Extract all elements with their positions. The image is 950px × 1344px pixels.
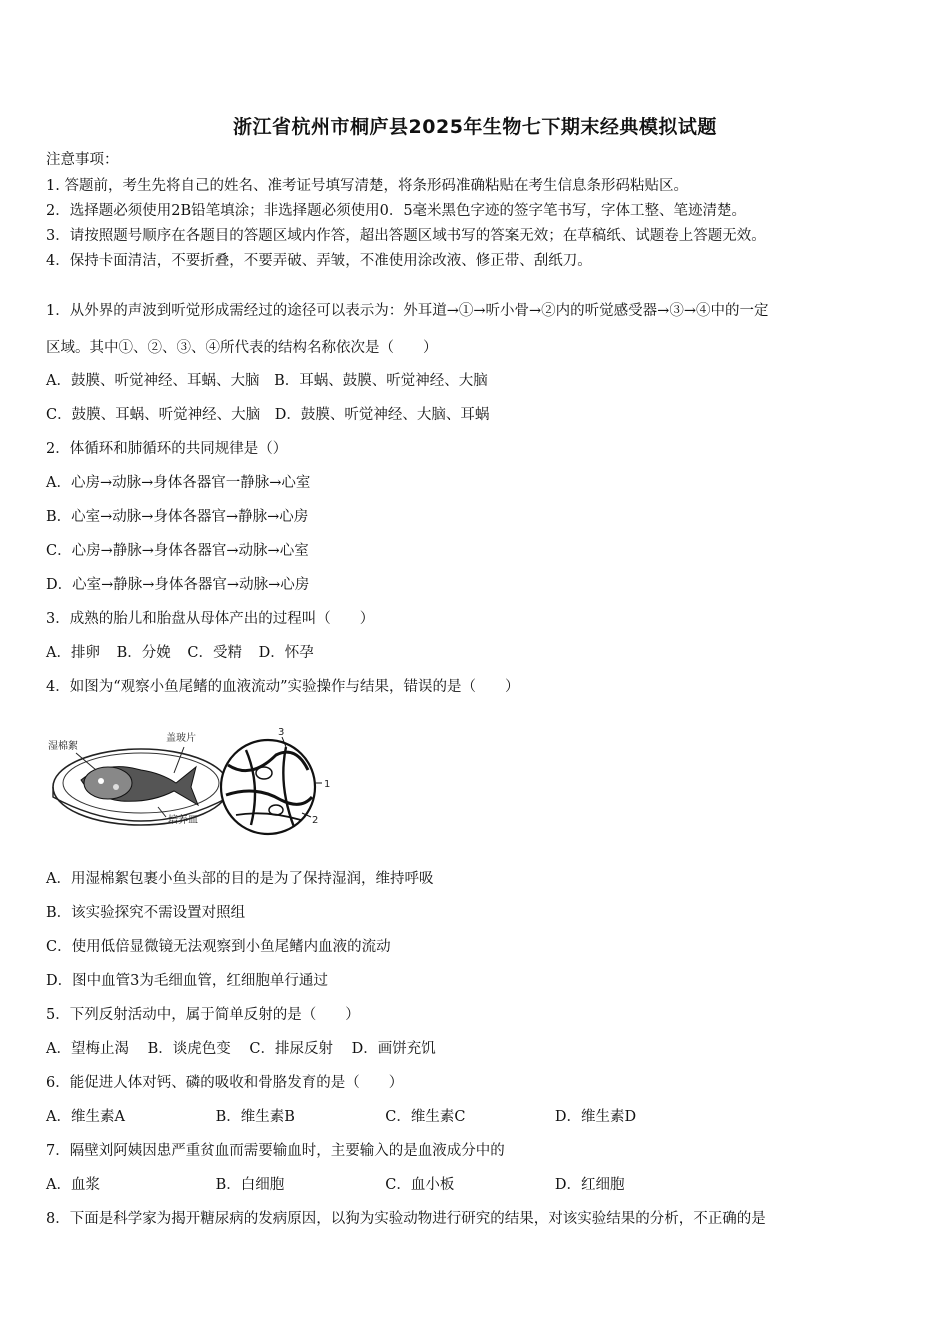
question-6-options-row: [46, 1107, 636, 1127]
question-6-stem: 6．能促进人体对钙、磷的吸收和骨胳发育的是（ ）: [46, 1075, 404, 1091]
question-1-options-row: [46, 405, 489, 425]
question-2-stem: 2．体循环和肺循环的共同规律是（）: [46, 441, 288, 457]
option-b: B．耳蜗、鼓膜、听觉神经、大脑: [274, 373, 488, 389]
question-5-options-row: [46, 1039, 436, 1059]
option-a: A．维生素A: [46, 1109, 125, 1125]
option-d: D．图中血管3为毛细血管，红细胞单行通过: [46, 973, 328, 989]
option-d: D．维生素D: [554, 1109, 637, 1125]
option-b: B．该实验探究不需设置对照组: [46, 905, 246, 921]
option-c: C．心房→静脉→身体各器官→动脉→心室: [46, 543, 309, 559]
option-b: B．维生素B: [215, 1109, 295, 1125]
option-b: B．白细胞: [215, 1177, 285, 1193]
option-b: B．谈虎色变: [147, 1041, 231, 1057]
option-b: B．分娩: [116, 645, 171, 661]
label-vessel-2: 2: [312, 815, 319, 826]
option-a: A．鼓膜、听觉神经、耳蜗、大脑: [46, 373, 260, 389]
option-c: C．鼓膜、耳蜗、听觉神经、大脑: [46, 407, 261, 423]
option-d: D．画饼充饥: [351, 1041, 436, 1057]
option-d: D．心室→静脉→身体各器官→动脉→心房: [46, 577, 310, 593]
option-c: C．受精: [187, 645, 242, 661]
option-a: A．望梅止渴: [46, 1041, 129, 1057]
option-a: A．排卵: [46, 645, 100, 661]
option-d: D．红细胞: [554, 1177, 625, 1193]
notice-heading: 注意事项：: [46, 152, 119, 168]
page-title: 浙江省杭州市桐庐县2025年生物七下期末经典模拟试题: [233, 116, 717, 138]
question-1-options-row: [46, 371, 488, 391]
question-3-options-row: [46, 643, 314, 663]
option-d: D．鼓膜、听觉神经、大脑、耳蜗: [274, 407, 490, 423]
option-c: C．排尿反射: [249, 1041, 333, 1057]
option-d: D．怀孕: [258, 645, 314, 661]
option-a: A．用湿棉絮包裹小鱼头部的目的是为了保持湿润，维持呼吸: [46, 871, 434, 887]
question-5-stem: 5．下列反射活动中，属于简单反射的是（ ）: [46, 1007, 360, 1023]
question-7-stem: 7．隔壁刘阿姨因患严重贫血而需要输血时，主要输入的是血液成分中的: [46, 1143, 505, 1159]
label-wet-cotton: 湿棉絮: [48, 741, 78, 752]
question-8-stem: 8．下面是科学家为揭开糖尿病的发病原因，以狗为实验动物进行研究的结果，对该实验结果的分析，不正确的是: [46, 1211, 766, 1227]
option-a: A．心房→动脉→身体各器官一静脉→心室: [46, 475, 311, 491]
option-c: C．维生素C: [385, 1109, 466, 1125]
label-petri-dish: 培养皿: [168, 815, 198, 826]
wet-cotton-shape: [84, 767, 132, 799]
notice-item: 4．保持卡面清洁，不要折叠，不要弄破、弄皱，不准使用涂改液、修正带、刮纸刀。: [46, 253, 592, 269]
option-c: C．血小板: [385, 1177, 455, 1193]
notice-item: 2．选择题必须使用2B铅笔填涂；非选择题必须使用0．5毫米黑色字迹的签字笔书写，字体工整、笔迹清楚。: [46, 203, 747, 219]
label-cover-glass: 盖玻片: [166, 733, 196, 744]
option-c: C．使用低倍显微镜无法观察到小鱼尾鳍内血液的流动: [46, 939, 391, 955]
notice-item: 3．请按照题号顺序在各题目的答题区域内作答，超出答题区域书写的答案无效；在草稿纸、试题卷上答题无效。: [46, 228, 766, 244]
label-vessel-3: 3: [278, 727, 285, 738]
option-a: A．血浆: [46, 1177, 100, 1193]
option-b: B．心室→动脉→身体各器官→静脉→心房: [46, 509, 309, 525]
label-vessel-1: 1: [324, 779, 331, 790]
notice-item: 1. 答题前，考生先将自己的姓名、准考证号填写清楚，将条形码准确粘贴在考生信息条形码粘贴区。: [46, 178, 688, 194]
question-3-stem: 3．成熟的胎儿和胎盘从母体产出的过程叫（ ）: [46, 611, 375, 627]
question-4-stem: 4．如图为“观察小鱼尾鳍的血液流动”实验操作与结果，错误的是（ ）: [46, 679, 520, 695]
question-7-options-row: [46, 1175, 624, 1195]
fish-tail-experiment-figure: [46, 725, 336, 845]
question-1-stem: 1．从外界的声波到听觉形成需经过的途径可以表示为：外耳道→①→听小骨→②内的听觉感受器→③→④中的一定: [46, 303, 769, 319]
question-1-stem-cont: 区域。其中①、②、③、④所代表的结构名称依次是（ ）: [46, 340, 438, 356]
